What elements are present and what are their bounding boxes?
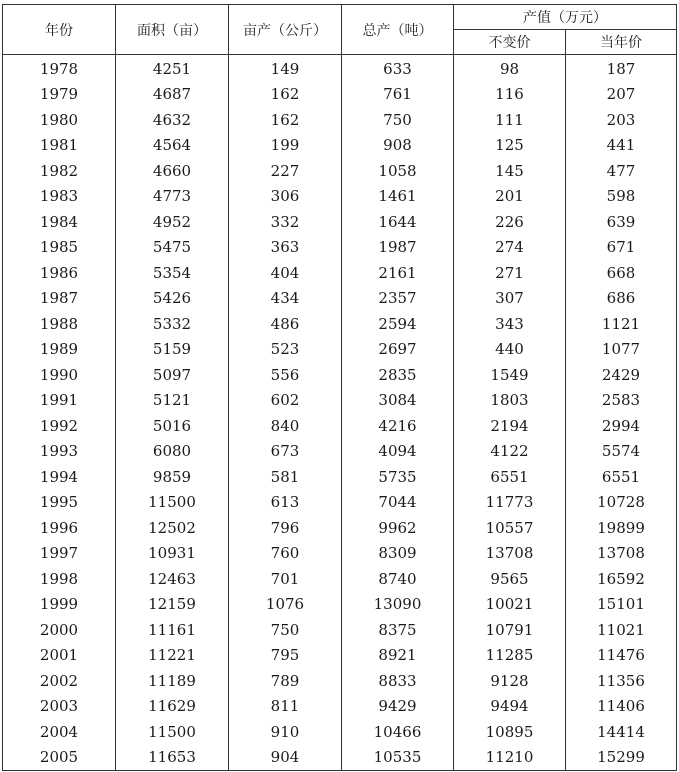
- table-row: [3, 235, 677, 261]
- cell-constant-price: 10557: [454, 516, 566, 542]
- table-row: [3, 720, 677, 746]
- cell-area: 11189: [116, 669, 229, 695]
- header-area: 面积（亩）: [116, 5, 229, 55]
- header-total-output: 总产（吨）: [342, 5, 454, 55]
- cell-area: 5354: [116, 261, 229, 287]
- cell-yield-per-mu: 199: [229, 133, 342, 159]
- cell-total-output: 1987: [342, 235, 454, 261]
- cell-year: 2004: [3, 720, 116, 746]
- cell-area: 12463: [116, 567, 229, 593]
- cell-year: 2000: [3, 618, 116, 644]
- cell-total-output: 8375: [342, 618, 454, 644]
- cell-year: 1987: [3, 286, 116, 312]
- cell-current-price: 11021: [566, 618, 677, 644]
- cell-year: 1980: [3, 108, 116, 134]
- cell-area: 4660: [116, 159, 229, 185]
- table-row: [3, 490, 677, 516]
- cell-total-output: 2835: [342, 363, 454, 389]
- cell-yield-per-mu: 701: [229, 567, 342, 593]
- cell-constant-price: 116: [454, 82, 566, 108]
- cell-area: 4952: [116, 210, 229, 236]
- header-constant-price: 不变价: [454, 30, 566, 55]
- cell-current-price: 668: [566, 261, 677, 287]
- cell-constant-price: 125: [454, 133, 566, 159]
- cell-area: 4251: [116, 55, 229, 83]
- header-current-price: 当年价: [566, 30, 677, 55]
- cell-current-price: 477: [566, 159, 677, 185]
- table-row: [3, 643, 677, 669]
- cell-total-output: 1461: [342, 184, 454, 210]
- cell-yield-per-mu: 404: [229, 261, 342, 287]
- table-row: [3, 745, 677, 771]
- table-row: [3, 694, 677, 720]
- cell-current-price: 19899: [566, 516, 677, 542]
- cell-total-output: 1058: [342, 159, 454, 185]
- table-row: [3, 541, 677, 567]
- cell-yield-per-mu: 789: [229, 669, 342, 695]
- table-row: [3, 210, 677, 236]
- cell-total-output: 4216: [342, 414, 454, 440]
- cell-year: 1990: [3, 363, 116, 389]
- cell-year: 1989: [3, 337, 116, 363]
- cell-current-price: 1121: [566, 312, 677, 338]
- cell-area: 5121: [116, 388, 229, 414]
- cell-current-price: 2429: [566, 363, 677, 389]
- table-row: [3, 618, 677, 644]
- cell-total-output: 2594: [342, 312, 454, 338]
- cell-total-output: 9429: [342, 694, 454, 720]
- cell-yield-per-mu: 162: [229, 82, 342, 108]
- table-row: [3, 669, 677, 695]
- cell-area: 4564: [116, 133, 229, 159]
- cell-total-output: 10535: [342, 745, 454, 771]
- cell-constant-price: 1803: [454, 388, 566, 414]
- cell-yield-per-mu: 332: [229, 210, 342, 236]
- cell-yield-per-mu: 910: [229, 720, 342, 746]
- table-row: [3, 439, 677, 465]
- cell-current-price: 203: [566, 108, 677, 134]
- cell-current-price: 15101: [566, 592, 677, 618]
- table-row: [3, 55, 677, 83]
- cell-year: 2001: [3, 643, 116, 669]
- cell-current-price: 2583: [566, 388, 677, 414]
- cell-total-output: 3084: [342, 388, 454, 414]
- cell-area: 5159: [116, 337, 229, 363]
- table-row: [3, 159, 677, 185]
- table-row: [3, 82, 677, 108]
- table-row: [3, 516, 677, 542]
- cell-constant-price: 111: [454, 108, 566, 134]
- cell-area: 5097: [116, 363, 229, 389]
- cell-area: 11500: [116, 490, 229, 516]
- cell-current-price: 11406: [566, 694, 677, 720]
- cell-year: 1988: [3, 312, 116, 338]
- cell-year: 1985: [3, 235, 116, 261]
- cell-yield-per-mu: 306: [229, 184, 342, 210]
- cell-constant-price: 343: [454, 312, 566, 338]
- cell-year: 2002: [3, 669, 116, 695]
- cell-area: 5332: [116, 312, 229, 338]
- cell-total-output: 8921: [342, 643, 454, 669]
- cell-constant-price: 307: [454, 286, 566, 312]
- cell-current-price: 15299: [566, 745, 677, 771]
- cell-current-price: 639: [566, 210, 677, 236]
- cell-area: 9859: [116, 465, 229, 491]
- cell-yield-per-mu: 811: [229, 694, 342, 720]
- cell-area: 5016: [116, 414, 229, 440]
- cell-constant-price: 11773: [454, 490, 566, 516]
- table-header: [3, 5, 677, 55]
- statistics-table: [2, 4, 677, 771]
- cell-current-price: 10728: [566, 490, 677, 516]
- cell-current-price: 671: [566, 235, 677, 261]
- cell-yield-per-mu: 673: [229, 439, 342, 465]
- cell-year: 2005: [3, 745, 116, 771]
- cell-year: 1984: [3, 210, 116, 236]
- cell-yield-per-mu: 523: [229, 337, 342, 363]
- cell-yield-per-mu: 486: [229, 312, 342, 338]
- cell-year: 1998: [3, 567, 116, 593]
- cell-constant-price: 2194: [454, 414, 566, 440]
- cell-total-output: 761: [342, 82, 454, 108]
- cell-constant-price: 201: [454, 184, 566, 210]
- cell-yield-per-mu: 840: [229, 414, 342, 440]
- header-output-value: 产值（万元）: [454, 5, 677, 30]
- cell-constant-price: 274: [454, 235, 566, 261]
- cell-constant-price: 10791: [454, 618, 566, 644]
- cell-year: 1997: [3, 541, 116, 567]
- cell-constant-price: 145: [454, 159, 566, 185]
- cell-year: 1993: [3, 439, 116, 465]
- table-row: [3, 108, 677, 134]
- table-row: [3, 465, 677, 491]
- cell-area: 5475: [116, 235, 229, 261]
- cell-yield-per-mu: 581: [229, 465, 342, 491]
- cell-total-output: 5735: [342, 465, 454, 491]
- cell-yield-per-mu: 760: [229, 541, 342, 567]
- cell-yield-per-mu: 363: [229, 235, 342, 261]
- cell-area: 4687: [116, 82, 229, 108]
- table-row: [3, 286, 677, 312]
- table-row: [3, 261, 677, 287]
- cell-year: 1996: [3, 516, 116, 542]
- cell-current-price: 598: [566, 184, 677, 210]
- cell-current-price: 13708: [566, 541, 677, 567]
- cell-constant-price: 6551: [454, 465, 566, 491]
- table-row: [3, 567, 677, 593]
- cell-total-output: 13090: [342, 592, 454, 618]
- cell-current-price: 6551: [566, 465, 677, 491]
- cell-area: 4632: [116, 108, 229, 134]
- cell-year: 1986: [3, 261, 116, 287]
- cell-constant-price: 10021: [454, 592, 566, 618]
- cell-yield-per-mu: 904: [229, 745, 342, 771]
- cell-constant-price: 9128: [454, 669, 566, 695]
- cell-yield-per-mu: 162: [229, 108, 342, 134]
- table-row: [3, 184, 677, 210]
- cell-total-output: 633: [342, 55, 454, 83]
- cell-current-price: 11356: [566, 669, 677, 695]
- cell-yield-per-mu: 227: [229, 159, 342, 185]
- cell-current-price: 187: [566, 55, 677, 83]
- cell-constant-price: 9494: [454, 694, 566, 720]
- cell-total-output: 7044: [342, 490, 454, 516]
- cell-year: 2003: [3, 694, 116, 720]
- cell-constant-price: 226: [454, 210, 566, 236]
- cell-area: 5426: [116, 286, 229, 312]
- cell-current-price: 2994: [566, 414, 677, 440]
- cell-total-output: 9962: [342, 516, 454, 542]
- cell-total-output: 750: [342, 108, 454, 134]
- cell-yield-per-mu: 613: [229, 490, 342, 516]
- table-row: [3, 133, 677, 159]
- cell-current-price: 16592: [566, 567, 677, 593]
- cell-year: 1983: [3, 184, 116, 210]
- cell-area: 11161: [116, 618, 229, 644]
- cell-current-price: 441: [566, 133, 677, 159]
- cell-current-price: 207: [566, 82, 677, 108]
- cell-yield-per-mu: 795: [229, 643, 342, 669]
- cell-total-output: 4094: [342, 439, 454, 465]
- cell-area: 10931: [116, 541, 229, 567]
- cell-constant-price: 440: [454, 337, 566, 363]
- cell-area: 4773: [116, 184, 229, 210]
- cell-constant-price: 13708: [454, 541, 566, 567]
- table-row: [3, 592, 677, 618]
- cell-constant-price: 1549: [454, 363, 566, 389]
- table-body: [3, 55, 677, 771]
- table-row: [3, 337, 677, 363]
- cell-current-price: 1077: [566, 337, 677, 363]
- cell-year: 1999: [3, 592, 116, 618]
- table-row: [3, 312, 677, 338]
- header-year: 年份: [3, 5, 116, 55]
- cell-current-price: 14414: [566, 720, 677, 746]
- cell-year: 1982: [3, 159, 116, 185]
- cell-area: 11629: [116, 694, 229, 720]
- cell-current-price: 5574: [566, 439, 677, 465]
- cell-year: 1991: [3, 388, 116, 414]
- cell-total-output: 2161: [342, 261, 454, 287]
- table-row: [3, 414, 677, 440]
- cell-constant-price: 9565: [454, 567, 566, 593]
- cell-year: 1981: [3, 133, 116, 159]
- cell-area: 11221: [116, 643, 229, 669]
- cell-yield-per-mu: 149: [229, 55, 342, 83]
- cell-year: 1992: [3, 414, 116, 440]
- cell-constant-price: 11210: [454, 745, 566, 771]
- cell-total-output: 8740: [342, 567, 454, 593]
- cell-constant-price: 271: [454, 261, 566, 287]
- cell-area: 12159: [116, 592, 229, 618]
- header-yield-per-mu: 亩产（公斤）: [229, 5, 342, 55]
- cell-yield-per-mu: 750: [229, 618, 342, 644]
- cell-year: 1979: [3, 82, 116, 108]
- cell-total-output: 1644: [342, 210, 454, 236]
- cell-constant-price: 4122: [454, 439, 566, 465]
- cell-current-price: 686: [566, 286, 677, 312]
- cell-yield-per-mu: 796: [229, 516, 342, 542]
- cell-total-output: 2697: [342, 337, 454, 363]
- cell-constant-price: 98: [454, 55, 566, 83]
- cell-area: 12502: [116, 516, 229, 542]
- cell-constant-price: 10895: [454, 720, 566, 746]
- cell-year: 1978: [3, 55, 116, 83]
- cell-area: 6080: [116, 439, 229, 465]
- cell-total-output: 8833: [342, 669, 454, 695]
- cell-total-output: 2357: [342, 286, 454, 312]
- cell-year: 1995: [3, 490, 116, 516]
- cell-current-price: 11476: [566, 643, 677, 669]
- cell-year: 1994: [3, 465, 116, 491]
- cell-total-output: 908: [342, 133, 454, 159]
- cell-area: 11500: [116, 720, 229, 746]
- cell-constant-price: 11285: [454, 643, 566, 669]
- table-row: [3, 388, 677, 414]
- cell-area: 11653: [116, 745, 229, 771]
- cell-yield-per-mu: 434: [229, 286, 342, 312]
- cell-total-output: 10466: [342, 720, 454, 746]
- cell-yield-per-mu: 602: [229, 388, 342, 414]
- cell-yield-per-mu: 556: [229, 363, 342, 389]
- cell-yield-per-mu: 1076: [229, 592, 342, 618]
- table-row: [3, 363, 677, 389]
- cell-total-output: 8309: [342, 541, 454, 567]
